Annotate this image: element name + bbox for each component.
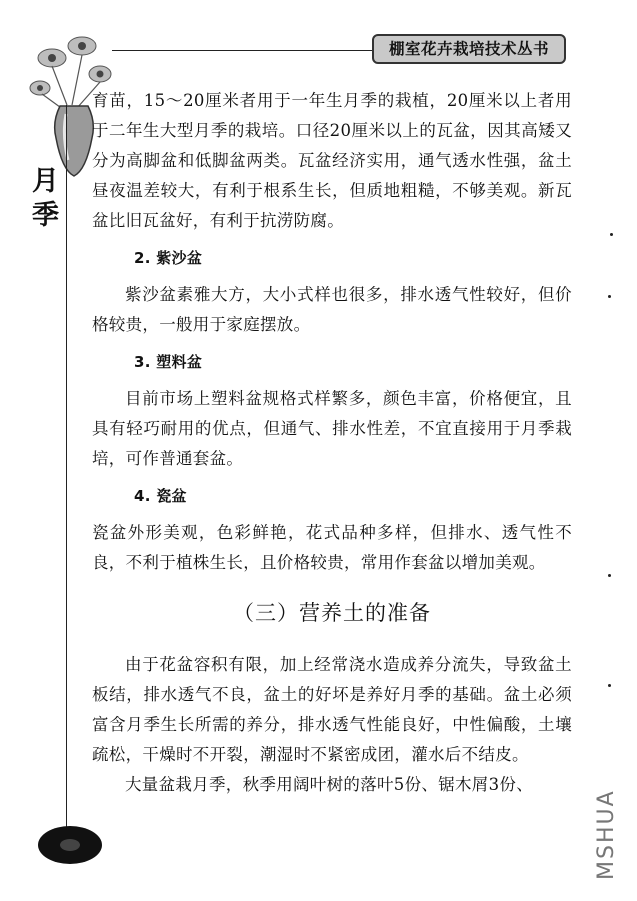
paragraph-soil: 由于花盆容积有限，加上经常浇水造成养分流失，导致盆土板结，排水透气不良，盆土的好坏是养好月季的基础。盆土必须富含月季生长所需的养分，排水透气性能良好，中性偏酸，土壤疏松，干燥时不开裂，潮湿时不紧密成团，灌水后不结皮。 bbox=[92, 655, 572, 764]
scan-speck bbox=[608, 295, 611, 298]
heading-plastic-pot: 3. 塑料盆 bbox=[134, 353, 203, 371]
paragraph-soil-mix: 大量盆栽月季，秋季用阔叶树的落叶5份、锯木屑3份、 bbox=[125, 775, 533, 794]
heading-porcelain-pot: 4. 瓷盆 bbox=[134, 487, 187, 505]
page-body bbox=[92, 86, 572, 800]
header-rule bbox=[112, 50, 384, 51]
scan-speck bbox=[608, 684, 611, 687]
paragraph-zisha-pot: 紫沙盆素雅大方，大小式样也很多，排水透气性较好，但价格较贵，一般用于家庭摆放。 bbox=[92, 285, 572, 334]
sidebar-rule bbox=[66, 105, 67, 830]
paragraph-porcelain-pot: 瓷盆外形美观，色彩鲜艳，花式品种多样，但排水、透气性不良，不利于植株生长，且价格较贵，常用作套盆以增加美观。 bbox=[92, 523, 572, 572]
page-number-marker bbox=[38, 826, 102, 864]
scan-speck bbox=[608, 574, 611, 577]
section-heading-soil: （三）营养土的准备 bbox=[233, 601, 431, 625]
page-number-dot bbox=[60, 839, 80, 851]
paragraph-plastic-pot: 目前市场上塑料盆规格式样繁多，颜色丰富，价格便宜，且具有轻巧耐用的优点，但通气、排水性差，不宜直接用于月季栽培，可作普通套盆。 bbox=[92, 389, 572, 468]
series-title: 棚室花卉栽培技术丛书 bbox=[372, 34, 566, 64]
paragraph-intro: 育苗，15～20厘米者用于一年生月季的栽植，20厘米以上者用于二年生大型月季的栽培。口径20厘米以上的瓦盆，因其高矮又分为高脚盆和低脚盆两类。瓦盆经济实用，通气透水性强，盆土昼夜温差较大，有利于根系生长，但质地粗糙，不够美观。新瓦盆比旧瓦盆好，有利于抗涝防腐。 bbox=[92, 91, 572, 230]
scan-speck bbox=[610, 233, 613, 236]
watermark: MSHUA bbox=[594, 789, 619, 881]
heading-zisha-pot: 2. 紫沙盆 bbox=[134, 249, 203, 267]
sidebar-book-title: 月季 bbox=[32, 166, 59, 231]
